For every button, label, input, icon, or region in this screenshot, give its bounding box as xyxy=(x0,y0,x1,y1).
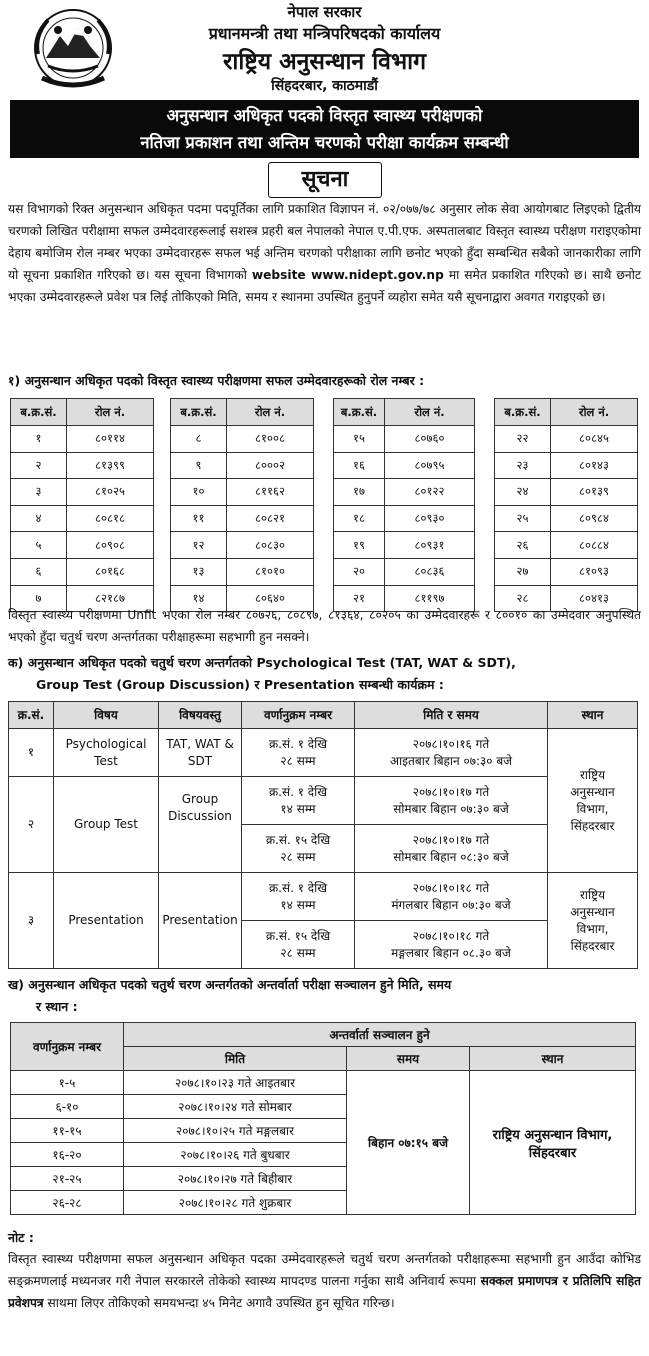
roll-sn: १४ xyxy=(171,585,227,612)
roll-number: ८०८३० xyxy=(227,532,314,559)
roll-sn: २१ xyxy=(334,585,385,612)
range-to: २८ सम्म xyxy=(280,753,316,768)
table-row xyxy=(495,452,638,479)
prog-sn: २ xyxy=(9,777,54,873)
prog-datetime xyxy=(355,873,548,921)
govt-name: नेपाल सरकार xyxy=(287,3,362,21)
prog-header: क्र.सं. xyxy=(9,702,54,729)
prog-content: Presentation xyxy=(159,873,242,969)
roll-number: ८०१३९ xyxy=(551,479,638,506)
table-row xyxy=(9,873,638,921)
roll-table-1 xyxy=(10,398,154,612)
col-roll: रोल नं. xyxy=(227,399,314,426)
table-row xyxy=(171,452,314,479)
col-sn: ब.क्र.सं. xyxy=(11,399,67,426)
note-bold-text: सक्कल प्रमाणपत्र र प्रतिलिपि सहित प्रवेशपत्र xyxy=(8,1274,641,1310)
col-roll: रोल नं. xyxy=(67,399,154,426)
place-line: अनुसन्धान xyxy=(570,784,615,799)
website-link[interactable]: website www.nidept.gov.np xyxy=(251,268,444,282)
intv-date: २०७८।१०।२६ गते बुधबार xyxy=(124,1143,347,1167)
prog-header: मिति र समय xyxy=(355,702,548,729)
intro-text: यस विभागको रिक्त अनुसन्धान अधिकृत पदमा पदपूर्तिका लागि प्रकाशित विज्ञापन नं. ०२/०७७/७८ अनुसार लोक सेवा आयोगबाट लिइएको द्वितीय चरणको लिखित परीक्षामा सफल उम्मेदवारहरूलाई सशस्त्र प्रहरी बल नेपालको नेपाल ए.पी.एफ. अस्पतालबाट विस्तृत स्वास्थ्य परीक्षण गराइएकोमा देहाय बमोजिम रोल नम्बर भएका उम्मेदवारहरू सफल भई अन्तिम चरणको परीक्षाका लागि छनोट भएको हुँदा सम्बन्धित सबैको जानकारीका लागि यो सूचना प्रकाशित गरिएको छ। यस सूचना विभागको xyxy=(8,202,641,282)
roll-sn: ६ xyxy=(11,558,67,585)
place-line: विभाग, xyxy=(576,801,609,816)
table-row xyxy=(334,452,475,479)
roll-number: ८२१८७ xyxy=(67,585,154,612)
prog-time: आइतबार बिहान ०७:३० बजे xyxy=(389,753,513,768)
roll-sn: १५ xyxy=(334,426,385,453)
section-1-title: १) अनुसन्धान अधिकृत पदको विस्तृत स्वास्थ्य परीक्षणमा सफल उम्मेदवारहरूको रोल नम्बर : xyxy=(8,373,425,388)
roll-sn: २० xyxy=(334,558,385,585)
intv-place xyxy=(470,1071,636,1215)
table-row xyxy=(495,505,638,532)
roll-sn: ९ xyxy=(171,452,227,479)
intv-time: बिहान ०७:१५ बजे xyxy=(347,1071,470,1215)
roll-sn: २८ xyxy=(495,585,551,612)
prog-header: स्थान xyxy=(548,702,638,729)
note-text-end: साथमा लिएर तोकिएको समयभन्दा ४५ मिनेट अगावै उपस्थित हुन सूचित गरिन्छ। xyxy=(43,1296,395,1310)
section-ka-title-1: क) अनुसन्धान अधिकृत पदको चतुर्थ चरण अन्तर्गतको Psychological Test (TAT, WAT & SDT), xyxy=(8,655,516,670)
roll-number: ८०८४५ xyxy=(551,426,638,453)
table-row xyxy=(11,1071,636,1095)
col-sn: ब.क्र.सं. xyxy=(334,399,385,426)
table-row xyxy=(171,479,314,506)
prog-subject: Psychological Test xyxy=(54,729,159,777)
prog-content: TAT, WAT & SDT xyxy=(159,729,242,777)
roll-number: ८१०२५ xyxy=(67,479,154,506)
place-line: राष्ट्रिय xyxy=(579,767,606,782)
table-row xyxy=(171,558,314,585)
roll-number: ८०८१८ xyxy=(67,505,154,532)
range-to: २८ सम्म xyxy=(280,945,316,960)
place-line: सिंहदरबार xyxy=(570,938,615,953)
intv-range: ६-१० xyxy=(11,1095,124,1119)
subject-banner xyxy=(10,100,639,158)
range-from: क्र.सं. १ देखि xyxy=(268,880,328,895)
section-ka-title-2: Group Test (Group Discussion) र Presentation सम्बन्धी कार्यक्रम : xyxy=(36,677,444,692)
intv-date: २०७८।१०।२५ गते मङ्गलबार xyxy=(124,1119,347,1143)
roll-number: ८०१४३ xyxy=(551,452,638,479)
table-row xyxy=(495,532,638,559)
notice-title: सूचना xyxy=(268,162,382,198)
prog-subject: Group Test xyxy=(54,777,159,873)
table-row xyxy=(334,426,475,453)
range-to: १४ सम्म xyxy=(280,897,316,912)
roll-sn: १९ xyxy=(334,532,385,559)
roll-sn: १६ xyxy=(334,452,385,479)
department-name: राष्ट्रिय अनुसन्धान विभाग xyxy=(222,49,427,75)
roll-number: ८१००८ xyxy=(227,426,314,453)
roll-number: ८०८२१ xyxy=(227,505,314,532)
range-to: १४ सम्म xyxy=(280,801,316,816)
prog-content: Group Discussion xyxy=(159,777,242,873)
roll-table-3 xyxy=(333,398,475,612)
roll-sn: ३ xyxy=(11,479,67,506)
roll-number: ८०८३६ xyxy=(385,558,475,585)
roll-number: ८०१२२ xyxy=(385,479,475,506)
prog-time: सोमबार बिहान ०८:३० बजे xyxy=(393,849,509,864)
prog-header: वर्णानुक्रम नम्बर xyxy=(242,702,355,729)
prog-datetime xyxy=(355,777,548,825)
roll-sn: ४ xyxy=(11,505,67,532)
prog-datetime xyxy=(355,825,548,873)
roll-sn: २६ xyxy=(495,532,551,559)
intro-paragraph xyxy=(8,198,641,308)
note-text: विस्तृत स्वास्थ्य परीक्षणमा सफल अनुसन्धान अधिकृत पदका उम्मेदवारहरूले चतुर्थ चरण अन्तर्गतको परीक्षाहरूमा सहभागी हुन आउँदा कोभिड सङ्क्रमणलाई मध्यनजर गरी नेपाल सरकारले तोकेको स्वास्थ्य मापदण्ड पालना गर्नुका साथै अनिवार्य रूपमा xyxy=(8,1252,641,1288)
table-row xyxy=(495,479,638,506)
prog-sn: १ xyxy=(9,729,54,777)
programme-table xyxy=(8,701,638,969)
prog-date: २०७८।१०।१६ गते xyxy=(412,736,490,751)
roll-sn: २३ xyxy=(495,452,551,479)
range-from: क्र.सं. १५ देखि xyxy=(265,928,331,943)
roll-number: ८१०९३ xyxy=(551,558,638,585)
table-row xyxy=(11,558,154,585)
roll-number: ८०८८४ xyxy=(551,532,638,559)
prog-range xyxy=(242,729,355,777)
prog-datetime xyxy=(355,729,548,777)
range-from: क्र.सं. १५ देखि xyxy=(265,832,331,847)
interview-table xyxy=(10,1022,636,1215)
table-row xyxy=(171,505,314,532)
intv-range: २१-२५ xyxy=(11,1167,124,1191)
roll-number: ८०७६० xyxy=(385,426,475,453)
roll-sn: १ xyxy=(11,426,67,453)
prog-range xyxy=(242,777,355,825)
prog-date: २०७८।१०।१८ गते xyxy=(412,880,490,895)
intv-place-line: राष्ट्रिय अनुसन्धान विभाग, xyxy=(492,1127,613,1143)
header xyxy=(0,0,649,100)
roll-sn: ८ xyxy=(171,426,227,453)
table-row xyxy=(9,729,638,777)
roll-number: ८०००२ xyxy=(227,452,314,479)
banner-line-2: नतिजा प्रकाशन तथा अन्तिम चरणको परीक्षा कार्यक्रम सम्बन्धी xyxy=(140,133,509,152)
section-kha-title-2: र स्थान : xyxy=(36,999,78,1014)
intv-header-time: समय xyxy=(347,1047,470,1071)
banner-line-1: अनुसन्धान अधिकृत पदको विस्तृत स्वास्थ्य परीक्षणको xyxy=(166,106,483,125)
prog-subject: Presentation xyxy=(54,873,159,969)
roll-number: ८०११४ xyxy=(67,426,154,453)
prog-time: सोमबार बिहान ०७:३० बजे xyxy=(393,801,509,816)
roll-number: ८०९३० xyxy=(385,505,475,532)
intv-place-line: सिंहदरबार xyxy=(528,1145,577,1161)
roll-sn: ७ xyxy=(11,585,67,612)
roll-sn: १३ xyxy=(171,558,227,585)
roll-sn: ११ xyxy=(171,505,227,532)
roll-sn: २७ xyxy=(495,558,551,585)
intv-date: २०७८।१०।२३ गते आइतबार xyxy=(124,1071,347,1095)
intv-header-group: अन्तर्वार्ता सञ्चालन हुने xyxy=(124,1023,636,1047)
table-row xyxy=(495,558,638,585)
roll-sn: १० xyxy=(171,479,227,506)
table-row xyxy=(334,479,475,506)
roll-number: ८११९७ xyxy=(385,585,475,612)
intv-header-range: वर्णानुक्रम नम्बर xyxy=(11,1023,124,1071)
table-row xyxy=(334,558,475,585)
table-row xyxy=(171,426,314,453)
range-to: २८ सम्म xyxy=(280,849,316,864)
intro-text-end: मा समेत प्रकाशित गरिएको छ। साथै छनोट भएका उम्मेदवारहरूले प्रवेश पत्र लिई तोकिएको मिति, समय र स्थानमा उपस्थित हुनुपर्ने व्यहोरा समेत यसै सूचनाद्वारा अवगत गराइएको छ। xyxy=(8,268,641,304)
col-roll: रोल नं. xyxy=(551,399,638,426)
roll-number: ८११६२ xyxy=(227,479,314,506)
roll-number: ८०६४० xyxy=(227,585,314,612)
table-row xyxy=(334,505,475,532)
prog-date: २०७८।१०।१७ गते xyxy=(412,832,490,847)
prog-place xyxy=(548,873,638,969)
roll-number: ८०७९५ xyxy=(385,452,475,479)
office-name: प्रधानमन्त्री तथा मन्त्रिपरिषदको कार्यालय xyxy=(208,24,441,43)
table-row xyxy=(11,532,154,559)
roll-number: ८०४१३ xyxy=(551,585,638,612)
roll-number: ८१०१० xyxy=(227,558,314,585)
intv-date: २०७८।१०।२८ गते शुक्रबार xyxy=(124,1191,347,1215)
prog-range xyxy=(242,921,355,969)
roll-number: ८०१६८ xyxy=(67,558,154,585)
prog-range xyxy=(242,825,355,873)
roll-number: ८०९८४ xyxy=(551,505,638,532)
col-sn: ब.क्र.सं. xyxy=(171,399,227,426)
roll-table-4 xyxy=(494,398,638,612)
intv-date: २०७८।१०।२७ गते बिहीबार xyxy=(124,1167,347,1191)
intv-date: २०७८।१०।२४ गते सोमबार xyxy=(124,1095,347,1119)
prog-header: विषय xyxy=(54,702,159,729)
intv-range: १६-२० xyxy=(11,1143,124,1167)
table-row xyxy=(495,426,638,453)
place-line: सिंहदरबार xyxy=(570,818,615,833)
table-row xyxy=(171,532,314,559)
table-row xyxy=(11,479,154,506)
place-line: राष्ट्रिय xyxy=(579,887,606,902)
prog-header: विषयवस्तु xyxy=(159,702,242,729)
table-row xyxy=(9,777,638,825)
intv-header-place: स्थान xyxy=(470,1047,636,1071)
prog-place xyxy=(548,729,638,873)
roll-number: ८१३९९ xyxy=(67,452,154,479)
intv-range: १-५ xyxy=(11,1071,124,1095)
roll-sn: १८ xyxy=(334,505,385,532)
place-line: अनुसन्धान xyxy=(570,904,615,919)
place-line: विभाग, xyxy=(576,921,609,936)
intv-range: ११-१५ xyxy=(11,1119,124,1143)
office-address: सिंहदरबार, काठमाडौं xyxy=(271,78,378,94)
roll-sn: २ xyxy=(11,452,67,479)
table-row xyxy=(11,426,154,453)
col-sn: ब.क्र.सं. xyxy=(495,399,551,426)
section-kha-title-1: ख) अनुसन्धान अधिकृत पदको चतुर्थ चरण अन्तर्गतको अन्तर्वार्ता परीक्षा सञ्चालन हुने मिति, समय xyxy=(8,977,452,992)
range-from: क्र.सं. १ देखि xyxy=(268,784,328,799)
roll-sn: १२ xyxy=(171,532,227,559)
prog-date: २०७८।१०।१८ गते xyxy=(412,928,490,943)
prog-datetime xyxy=(355,921,548,969)
roll-sn: २२ xyxy=(495,426,551,453)
prog-range xyxy=(242,873,355,921)
roll-sn: ५ xyxy=(11,532,67,559)
range-from: क्र.सं. १ देखि xyxy=(268,736,328,751)
prog-time: मङ्गलबार बिहान ०८.३० बजे xyxy=(391,945,511,960)
intv-header-date: मिति xyxy=(124,1047,347,1071)
roll-number: ८०९०८ xyxy=(67,532,154,559)
unfit-note: विस्तृत स्वास्थ्य परीक्षणमा Unfit भएका रोल नम्बर ८०७२६, ८०८९७, ८१३६४, ८०२०५ का उम्मेदवारहरू र ८००१० का उम्मेदवार अनुपस्थित भएको हुँदा चतुर्थ चरण अन्तर्गतका परीक्षाहरूमा सहभागी हुन नसक्ने। xyxy=(8,608,641,644)
prog-time: मंगलबार बिहान ०७:३० बजे xyxy=(391,897,511,912)
table-row xyxy=(11,452,154,479)
table-row xyxy=(334,532,475,559)
roll-sn: २५ xyxy=(495,505,551,532)
roll-table-2 xyxy=(170,398,314,612)
prog-sn: ३ xyxy=(9,873,54,969)
roll-number: ८०९३१ xyxy=(385,532,475,559)
table-row xyxy=(11,505,154,532)
intv-range: २६-२८ xyxy=(11,1191,124,1215)
note-label: नोट : xyxy=(8,1230,34,1245)
prog-date: २०७८।१०।१७ गते xyxy=(412,784,490,799)
roll-sn: १७ xyxy=(334,479,385,506)
col-roll: रोल नं. xyxy=(385,399,475,426)
note-paragraph xyxy=(8,1248,641,1314)
roll-sn: २४ xyxy=(495,479,551,506)
